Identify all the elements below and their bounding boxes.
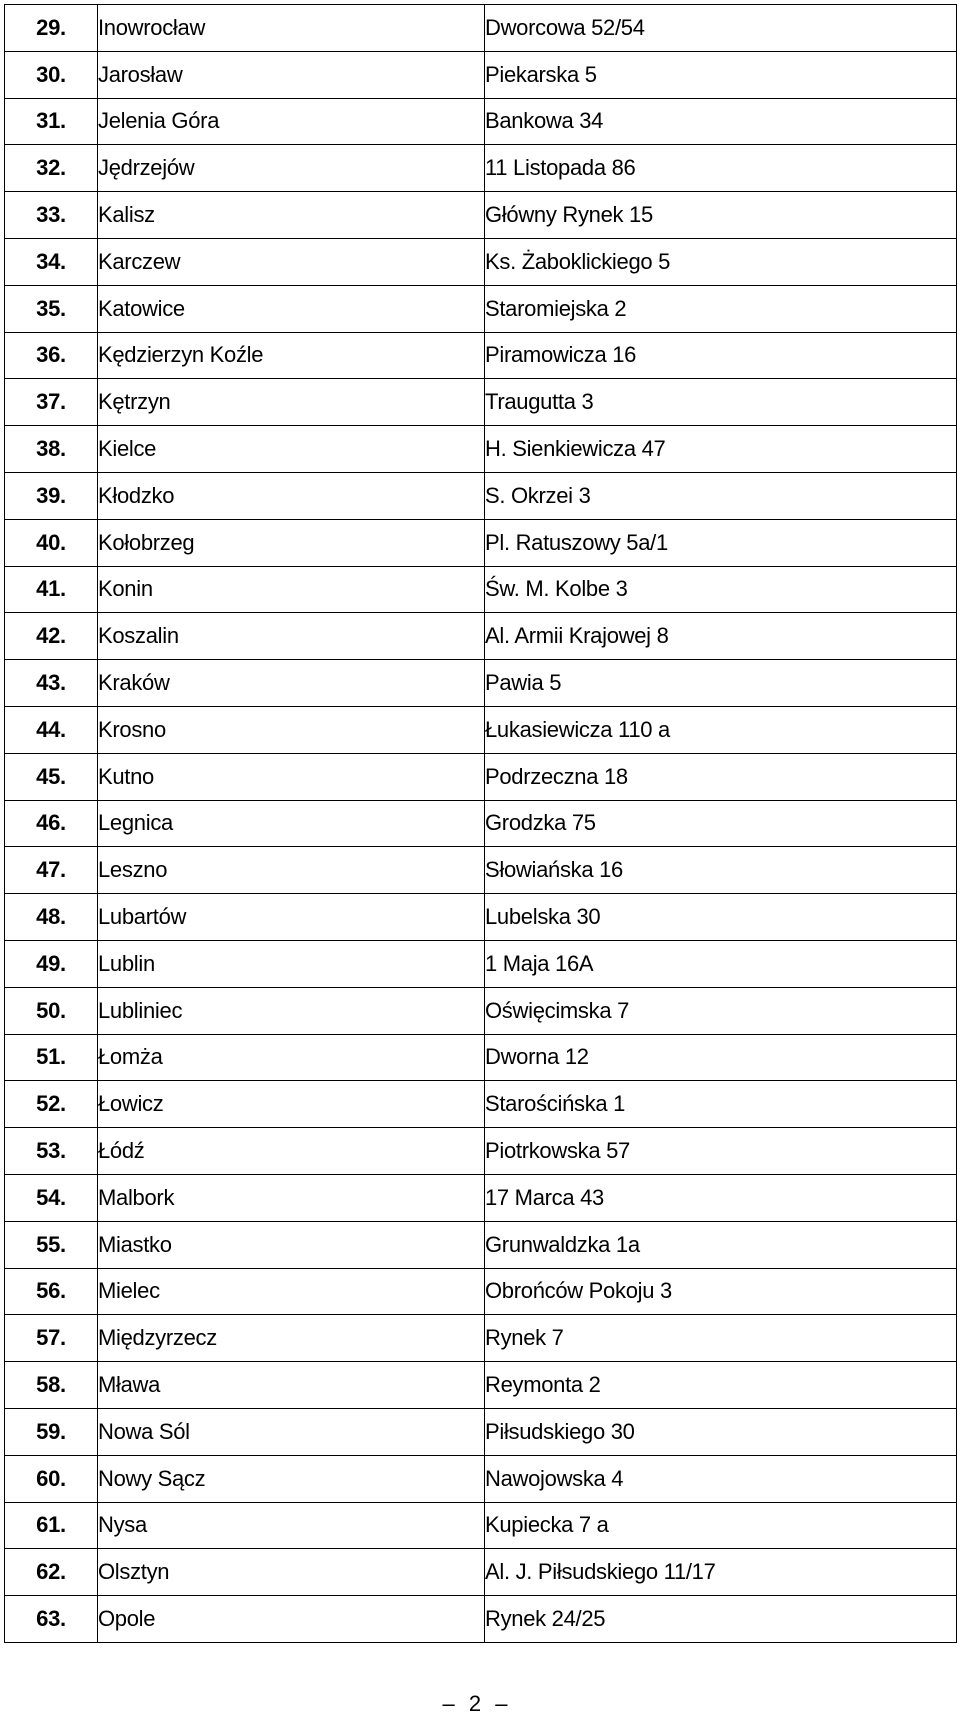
table-row bbox=[5, 426, 957, 473]
street-cell: Rynek 7 bbox=[485, 1315, 957, 1362]
city-cell: Karczew bbox=[98, 238, 485, 285]
row-number: 49. bbox=[5, 940, 98, 987]
city-cell: Łódź bbox=[98, 1128, 485, 1175]
page-footer bbox=[0, 1691, 960, 1721]
row-number: 60. bbox=[5, 1455, 98, 1502]
city-cell: Kraków bbox=[98, 660, 485, 707]
city-cell: Krosno bbox=[98, 706, 485, 753]
table-row bbox=[5, 51, 957, 98]
row-number: 36. bbox=[5, 332, 98, 379]
table-row bbox=[5, 1221, 957, 1268]
table-row bbox=[5, 379, 957, 426]
street-cell: Piotrkowska 57 bbox=[485, 1128, 957, 1175]
table-row bbox=[5, 1596, 957, 1643]
street-cell: Piłsudskiego 30 bbox=[485, 1408, 957, 1455]
city-cell: Lubliniec bbox=[98, 987, 485, 1034]
table-row bbox=[5, 5, 957, 52]
table-row bbox=[5, 706, 957, 753]
city-cell: Katowice bbox=[98, 285, 485, 332]
city-cell: Inowrocław bbox=[98, 5, 485, 52]
table-row bbox=[5, 1408, 957, 1455]
row-number: 62. bbox=[5, 1549, 98, 1596]
city-cell: Leszno bbox=[98, 847, 485, 894]
table-row bbox=[5, 800, 957, 847]
street-cell: Ks. Żaboklickiego 5 bbox=[485, 238, 957, 285]
row-number: 52. bbox=[5, 1081, 98, 1128]
city-cell: Łowicz bbox=[98, 1081, 485, 1128]
street-cell: Główny Rynek 15 bbox=[485, 192, 957, 239]
street-cell: 17 Marca 43 bbox=[485, 1174, 957, 1221]
table-row bbox=[5, 1034, 957, 1081]
city-cell: Jędrzejów bbox=[98, 145, 485, 192]
street-cell: Dworna 12 bbox=[485, 1034, 957, 1081]
table-row bbox=[5, 1128, 957, 1175]
row-number: 59. bbox=[5, 1408, 98, 1455]
row-number: 63. bbox=[5, 1596, 98, 1643]
table-row bbox=[5, 753, 957, 800]
row-number: 55. bbox=[5, 1221, 98, 1268]
table-row bbox=[5, 332, 957, 379]
table-row bbox=[5, 1502, 957, 1549]
street-cell: Łukasiewicza 110 a bbox=[485, 706, 957, 753]
city-cell: Nysa bbox=[98, 1502, 485, 1549]
street-cell: Obrońców Pokoju 3 bbox=[485, 1268, 957, 1315]
street-cell: S. Okrzei 3 bbox=[485, 472, 957, 519]
table-row bbox=[5, 519, 957, 566]
row-number: 57. bbox=[5, 1315, 98, 1362]
row-number: 44. bbox=[5, 706, 98, 753]
address-table-body bbox=[5, 5, 957, 1643]
row-number: 48. bbox=[5, 894, 98, 941]
city-cell: Międzyrzecz bbox=[98, 1315, 485, 1362]
street-cell: Al. J. Piłsudskiego 11/17 bbox=[485, 1549, 957, 1596]
city-cell: Jelenia Góra bbox=[98, 98, 485, 145]
city-cell: Lublin bbox=[98, 940, 485, 987]
table-row bbox=[5, 1455, 957, 1502]
row-number: 46. bbox=[5, 800, 98, 847]
street-cell: Kupiecka 7 a bbox=[485, 1502, 957, 1549]
table-row bbox=[5, 1268, 957, 1315]
row-number: 58. bbox=[5, 1362, 98, 1409]
city-cell: Legnica bbox=[98, 800, 485, 847]
table-row bbox=[5, 145, 957, 192]
street-cell: Słowiańska 16 bbox=[485, 847, 957, 894]
city-cell: Mława bbox=[98, 1362, 485, 1409]
table-row bbox=[5, 1081, 957, 1128]
street-cell: Lubelska 30 bbox=[485, 894, 957, 941]
street-cell: Pl. Ratuszowy 5a/1 bbox=[485, 519, 957, 566]
street-cell: Dworcowa 52/54 bbox=[485, 5, 957, 52]
city-cell: Koszalin bbox=[98, 613, 485, 660]
city-cell: Olsztyn bbox=[98, 1549, 485, 1596]
city-cell: Kielce bbox=[98, 426, 485, 473]
street-cell: Piramowicza 16 bbox=[485, 332, 957, 379]
table-row bbox=[5, 894, 957, 941]
page-number: – 2 – bbox=[442, 1691, 512, 1716]
row-number: 51. bbox=[5, 1034, 98, 1081]
city-cell: Nowy Sącz bbox=[98, 1455, 485, 1502]
street-cell: Podrzeczna 18 bbox=[485, 753, 957, 800]
table-row bbox=[5, 613, 957, 660]
row-number: 39. bbox=[5, 472, 98, 519]
row-number: 41. bbox=[5, 566, 98, 613]
row-number: 61. bbox=[5, 1502, 98, 1549]
street-cell: Grodzka 75 bbox=[485, 800, 957, 847]
row-number: 38. bbox=[5, 426, 98, 473]
row-number: 54. bbox=[5, 1174, 98, 1221]
city-cell: Miastko bbox=[98, 1221, 485, 1268]
city-cell: Kołobrzeg bbox=[98, 519, 485, 566]
street-cell: Św. M. Kolbe 3 bbox=[485, 566, 957, 613]
city-cell: Kętrzyn bbox=[98, 379, 485, 426]
street-cell: Nawojowska 4 bbox=[485, 1455, 957, 1502]
row-number: 40. bbox=[5, 519, 98, 566]
city-cell: Malbork bbox=[98, 1174, 485, 1221]
table-row bbox=[5, 238, 957, 285]
city-cell: Łomża bbox=[98, 1034, 485, 1081]
city-cell: Lubartów bbox=[98, 894, 485, 941]
city-cell: Jarosław bbox=[98, 51, 485, 98]
city-cell: Mielec bbox=[98, 1268, 485, 1315]
row-number: 42. bbox=[5, 613, 98, 660]
street-cell: 11 Listopada 86 bbox=[485, 145, 957, 192]
row-number: 56. bbox=[5, 1268, 98, 1315]
row-number: 45. bbox=[5, 753, 98, 800]
row-number: 37. bbox=[5, 379, 98, 426]
city-cell: Kędzierzyn Koźle bbox=[98, 332, 485, 379]
street-cell: Traugutta 3 bbox=[485, 379, 957, 426]
row-number: 53. bbox=[5, 1128, 98, 1175]
street-cell: Bankowa 34 bbox=[485, 98, 957, 145]
street-cell: Pawia 5 bbox=[485, 660, 957, 707]
street-cell: Starościńska 1 bbox=[485, 1081, 957, 1128]
street-cell: H. Sienkiewicza 47 bbox=[485, 426, 957, 473]
table-row bbox=[5, 1549, 957, 1596]
street-cell: Oświęcimska 7 bbox=[485, 987, 957, 1034]
row-number: 31. bbox=[5, 98, 98, 145]
table-row bbox=[5, 285, 957, 332]
row-number: 32. bbox=[5, 145, 98, 192]
row-number: 33. bbox=[5, 192, 98, 239]
table-row bbox=[5, 192, 957, 239]
city-cell: Kutno bbox=[98, 753, 485, 800]
street-cell: Reymonta 2 bbox=[485, 1362, 957, 1409]
city-cell: Kalisz bbox=[98, 192, 485, 239]
street-cell: Rynek 24/25 bbox=[485, 1596, 957, 1643]
city-cell: Opole bbox=[98, 1596, 485, 1643]
street-cell: Staromiejska 2 bbox=[485, 285, 957, 332]
row-number: 43. bbox=[5, 660, 98, 707]
table-row bbox=[5, 1362, 957, 1409]
street-cell: Al. Armii Krajowej 8 bbox=[485, 613, 957, 660]
table-row bbox=[5, 566, 957, 613]
row-number: 35. bbox=[5, 285, 98, 332]
city-cell: Nowa Sól bbox=[98, 1408, 485, 1455]
table-row bbox=[5, 660, 957, 707]
street-cell: 1 Maja 16A bbox=[485, 940, 957, 987]
city-cell: Kłodzko bbox=[98, 472, 485, 519]
row-number: 47. bbox=[5, 847, 98, 894]
table-row bbox=[5, 98, 957, 145]
street-cell: Grunwaldzka 1a bbox=[485, 1221, 957, 1268]
table-row bbox=[5, 847, 957, 894]
address-table bbox=[4, 4, 957, 1643]
table-row bbox=[5, 472, 957, 519]
row-number: 50. bbox=[5, 987, 98, 1034]
table-row bbox=[5, 1315, 957, 1362]
row-number: 29. bbox=[5, 5, 98, 52]
table-row bbox=[5, 987, 957, 1034]
table-row bbox=[5, 1174, 957, 1221]
row-number: 34. bbox=[5, 238, 98, 285]
table-row bbox=[5, 940, 957, 987]
street-cell: Piekarska 5 bbox=[485, 51, 957, 98]
row-number: 30. bbox=[5, 51, 98, 98]
city-cell: Konin bbox=[98, 566, 485, 613]
